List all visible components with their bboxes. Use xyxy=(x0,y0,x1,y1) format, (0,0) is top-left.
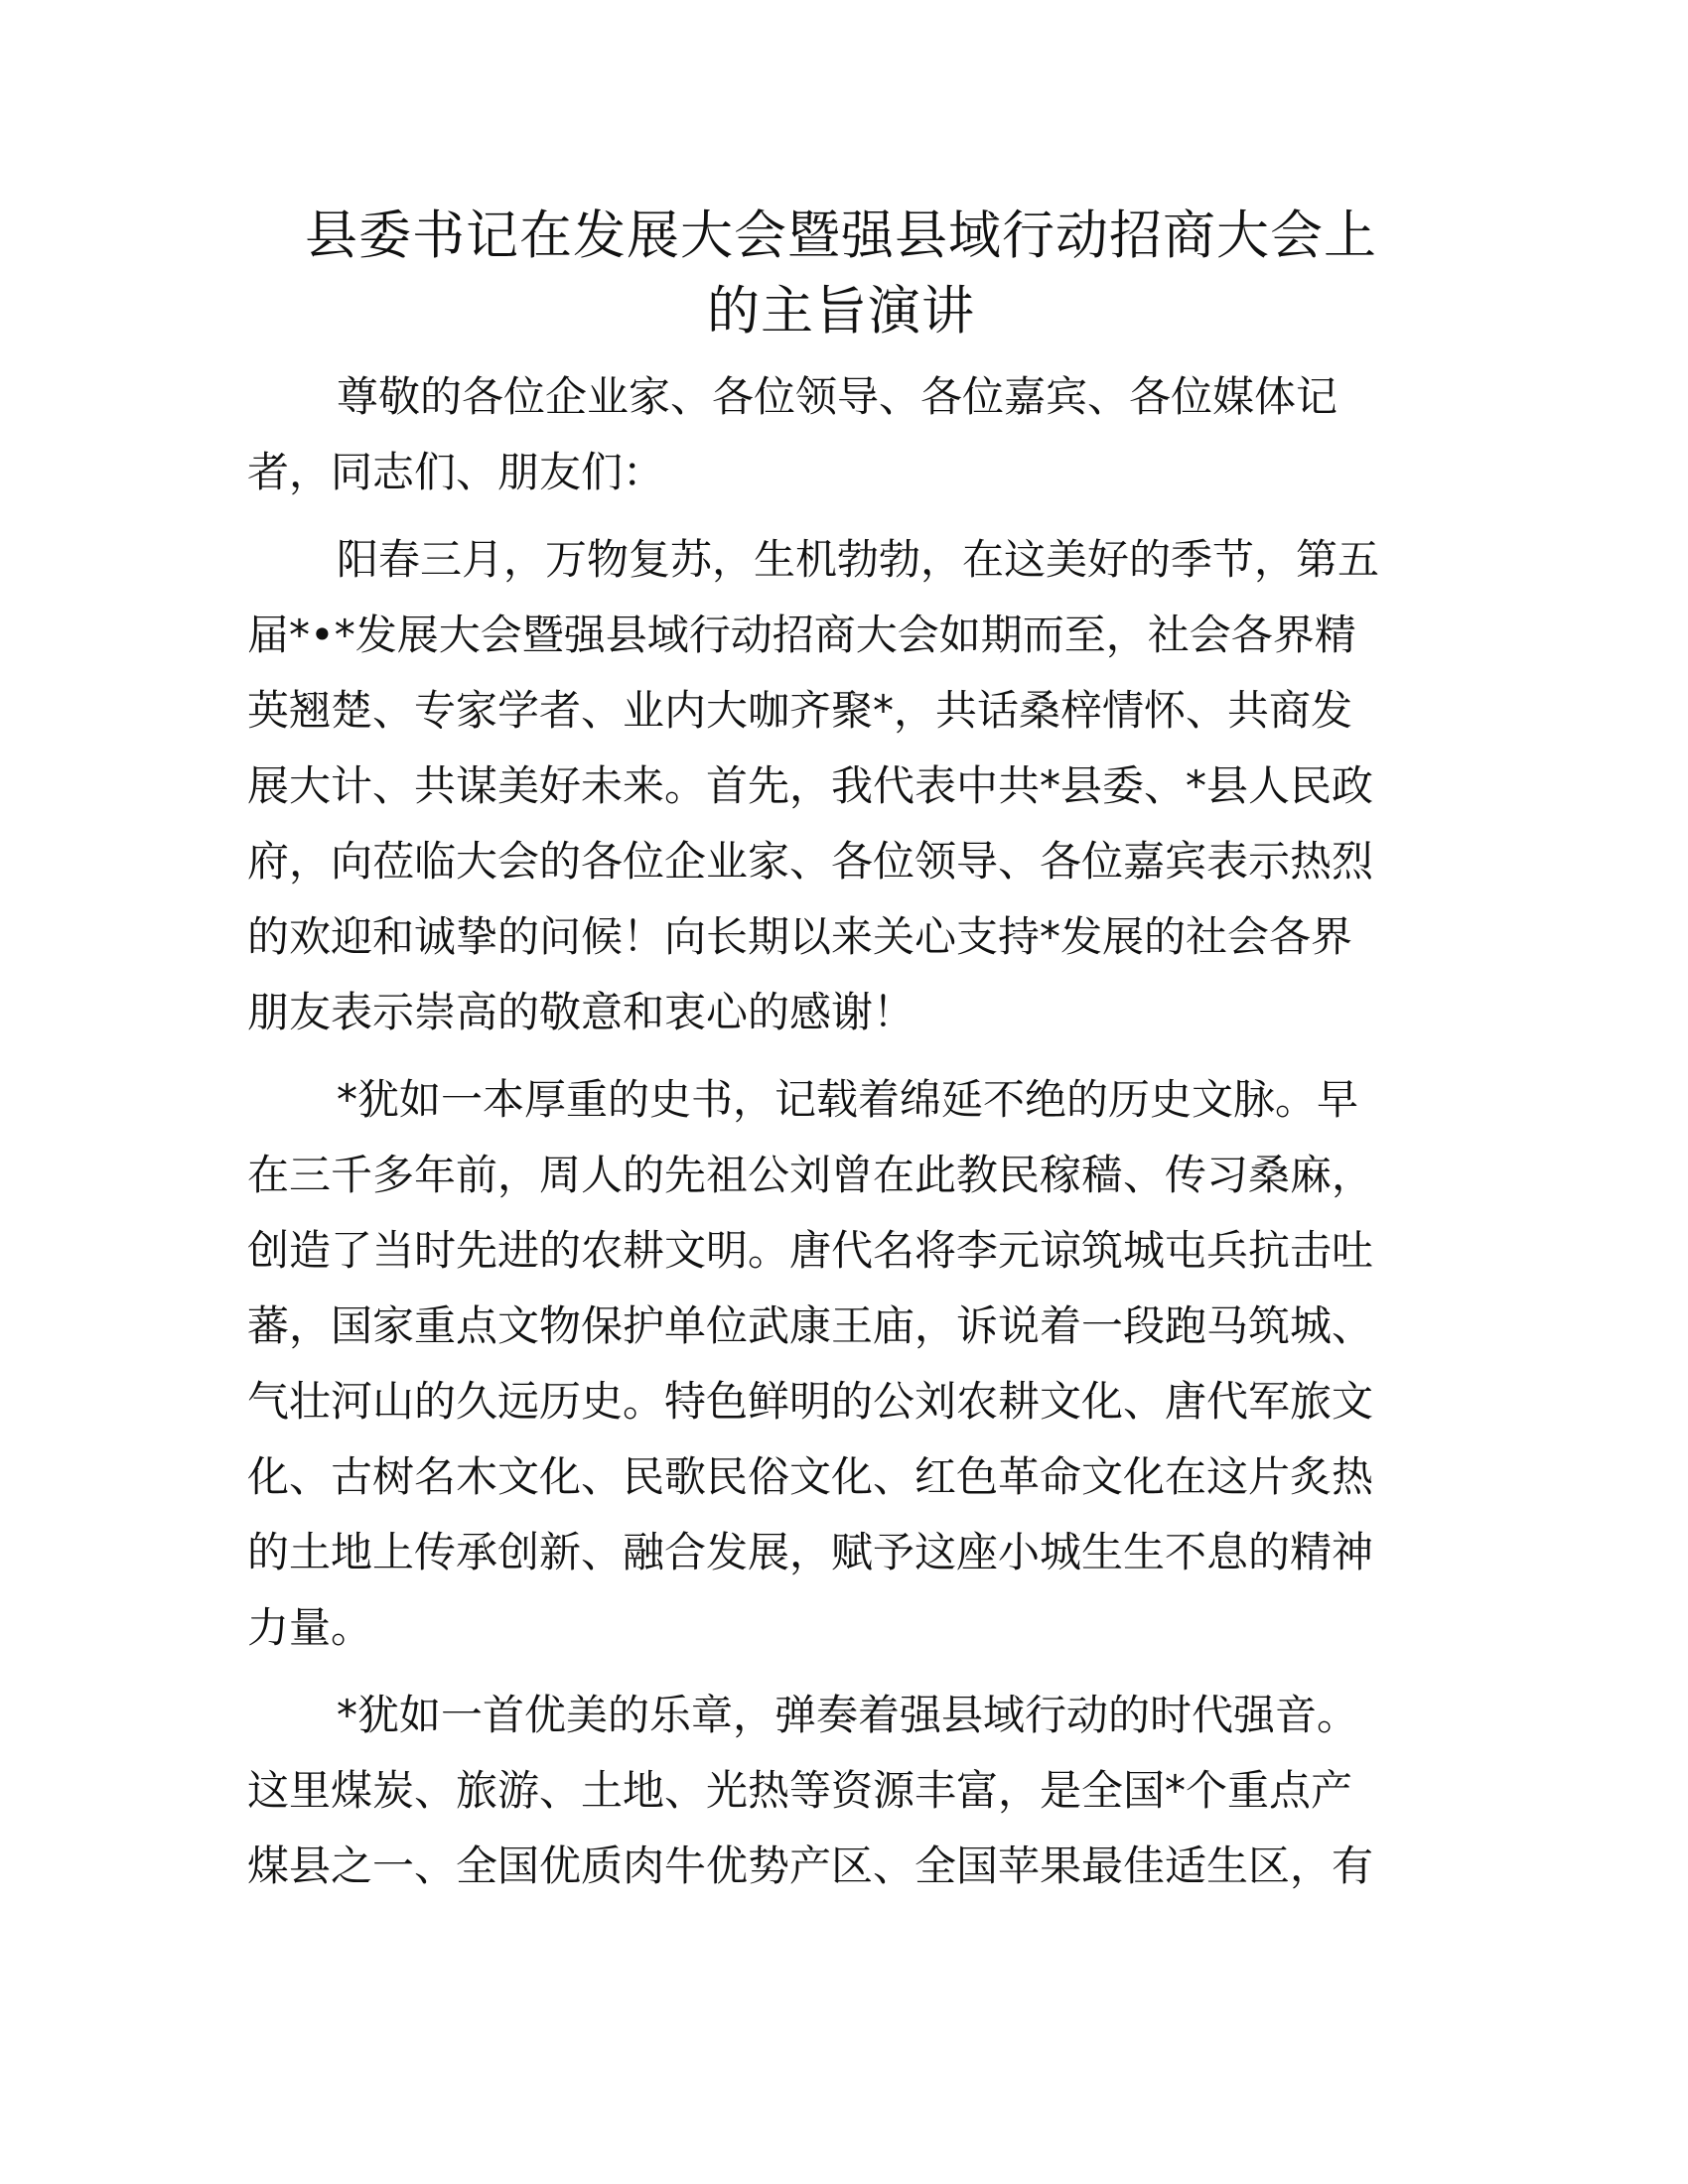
paragraph-line: 这里煤炭、旅游、土地、光热等资源丰富，是全国*个重点产 xyxy=(247,1766,1353,1815)
document-page xyxy=(247,199,1435,1904)
paragraph-line: 者，同志们、朋友们： xyxy=(247,448,665,496)
history-paragraph xyxy=(247,1062,1435,1666)
paragraph-line: 煤县之一、全国优质肉牛优势产区、全国苹果最佳适生区，有 xyxy=(247,1842,1374,1890)
document-title xyxy=(247,199,1435,349)
paragraph-line: 尊敬的各位企业家、各位领导、各位嘉宾、各位媒体记 xyxy=(337,372,1338,421)
title-line: 县委书记在发展大会暨强县域行动招商大会上 xyxy=(305,205,1377,266)
paragraph-line: 展大计、共谋美好未来。首先，我代表中共*县委、*县人民政 xyxy=(247,761,1374,810)
paragraph-line: 化、古树名木文化、民歌民俗文化、红色革命文化在这片炙热 xyxy=(247,1452,1374,1501)
paragraph-line: *犹如一本厚重的史书，记载着绵延不绝的历史文脉。早 xyxy=(337,1075,1359,1124)
paragraph-line: 蕃，国家重点文物保护单位武康王庙，诉说着一段跑马筑城、 xyxy=(247,1301,1374,1350)
paragraph-line: 朋友表示崇高的敬意和衷心的感谢！ xyxy=(247,988,915,1036)
paragraph-line: 的土地上传承创新、融合发展，赋予这座小城生生不息的精神 xyxy=(247,1528,1374,1576)
paragraph-line: 气壮河山的久远历史。特色鲜明的公刘农耕文化、唐代军旅文 xyxy=(247,1377,1374,1426)
paragraph-line: 创造了当时先进的农耕文明。唐代名将李元谅筑城屯兵抗击吐 xyxy=(247,1226,1374,1275)
paragraph-line: *犹如一首优美的乐章，弹奏着强县域行动的时代强音。 xyxy=(337,1691,1359,1739)
paragraph-line: 阳春三月，万物复苏，生机勃勃，在这美好的季节，第五 xyxy=(337,535,1380,584)
resources-paragraph xyxy=(247,1678,1435,1904)
paragraph-line: 府，向莅临大会的各位企业家、各位领导、各位嘉宾表示热烈 xyxy=(247,837,1374,886)
paragraph-line: 的欢迎和诚挚的问候！向长期以来关心支持*发展的社会各界 xyxy=(247,912,1353,961)
title-line: 的主旨演讲 xyxy=(707,281,975,341)
paragraph-line: 力量。 xyxy=(247,1603,373,1652)
welcome-paragraph xyxy=(247,522,1435,1050)
paragraph-line: 在三千多年前，周人的先祖公刘曾在此教民稼穑、传习桑麻， xyxy=(247,1151,1374,1199)
salutation-paragraph xyxy=(247,359,1435,510)
paragraph-line: 届*•*发展大会暨强县域行动招商大会如期而至，社会各界精 xyxy=(247,611,1356,659)
paragraph-line: 英翘楚、专家学者、业内大咖齐聚*，共话桑梓情怀、共商发 xyxy=(247,686,1353,735)
